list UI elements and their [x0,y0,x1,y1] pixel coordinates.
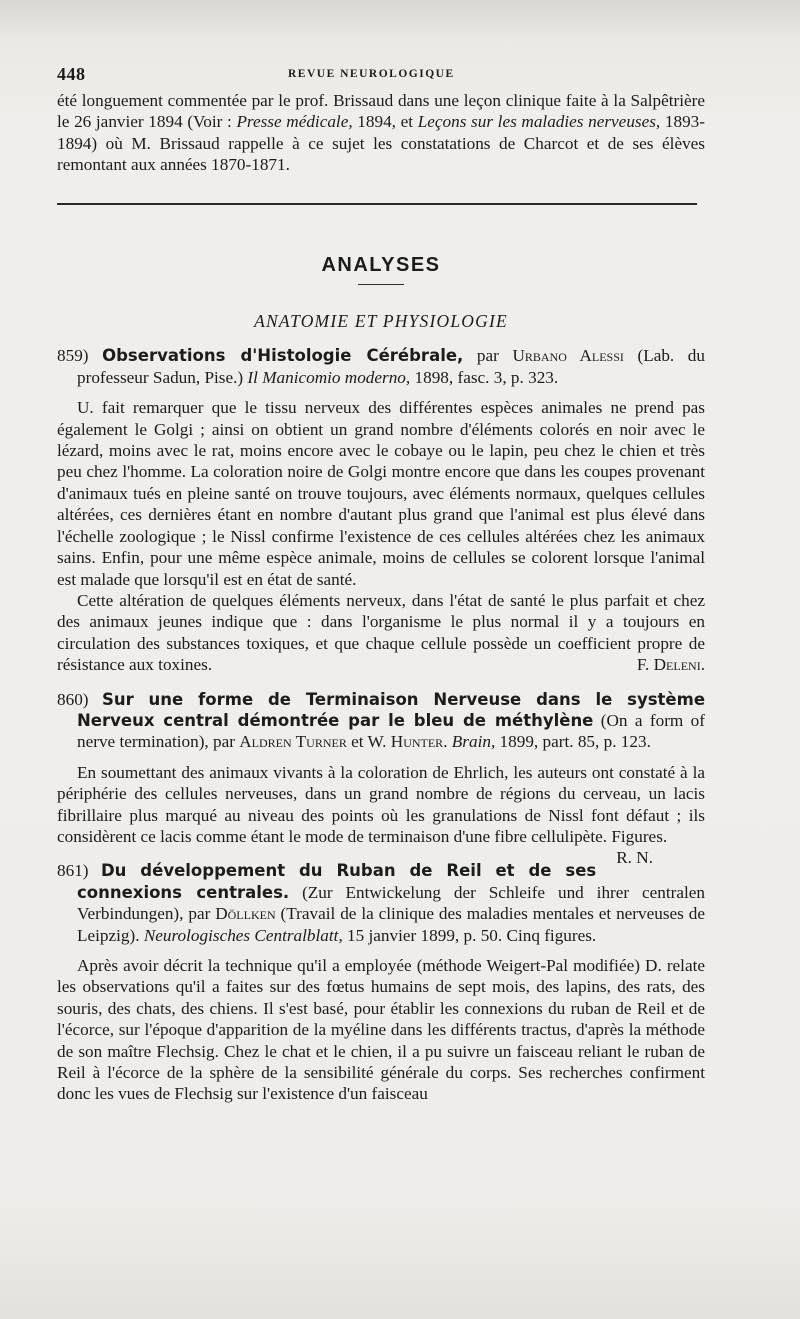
section-divider [57,203,697,205]
entry-859-body [57,397,705,675]
entry-title: Du développement du Ruban de Reil et de ses connexions centrales. [77,861,597,902]
entry-number: 861) [57,861,89,881]
title-underline [358,284,404,285]
entry-paragraph: En soumettant des animaux vivants à la coloration de Ehrlich, les auteurs ont constaté à la périphérie des cellules nerveuses, dans un grand nombre de régions du cerveau, un lacis fibrillaire plus marqué au niveau des points où les granulations de Nissl font défaut ; ils considèrent ce lacis comme étant le mode de terminaison d'une fibre cellulipète. Figures. R. N. [57,762,705,868]
entry-signature: F. Deleni. [636,655,705,675]
entry-860-heading: 860) Sur une forme de Terminaison Nerveuse dans le système Nerveux central démontrée par le bleu de méthylène (On a form of nerve termination), par Aldren Turner et W. Hunter. Brain, 1899, part. 85, p. 123. [57,689,706,752]
entry-title: Observations d'Histologie Cérébrale, [102,346,464,366]
entry-signature: R. N. [616,848,653,868]
entry-paragraph: U. fait remarquer que le tissu nerveux des différentes espèces animales ne prend pas également le Golgi ; ainsi on obtient un grand nombre d'éléments colorés en noir avec le lézard, moins avec le rat, moins encore avec le cobaye ou le lapin, peu chez le chien et très peu chez l'homme. La coloration noire de Golgi montre encore que dans les coupes provenant d'animaux tués en pleine santé on trouve toujours, avec éléments normaux, quelques cellules altérées, ces dernières étant en nombre d'autant plus grand que l'animal est plus élevé dans l'échelle zoologique ; le Nissl confirme l'existence de ces cellules altérées chez les animaux sains. Enfin, pour une même espèce animale, moins de cellules se colorent lorsque l'animal est malade que lorsqu'il est en état de santé. [57,398,705,589]
entry-859-heading: 859) Observations d'Histologie Cérébrale, par Urbano Alessi (Lab. du professeur Sadun, Pise.) Il Manicomio moderno, 1898, fasc. 3, p. 323. [57,346,705,387]
entry-number: 860) [57,689,89,709]
entry-journal: Il Manicomio moderno, [247,367,411,387]
intro-paragraph: été longuement commentée par le prof. Brissaud dans une leçon clinique faite à la Salpêtrière le 26 janvier 1894 (Voir : Presse médicale, 1894, et Leçons sur les maladies nerveuses, 1893-1894) où M. Brissaud rappelle à ce sujet les constatations de Charcot et de ses élèves remontant aux années 1870-1871. [57,91,705,175]
entry-861-heading: 861) Du développement du Ruban de Reil et de ses connexions centrales. (Zur Entwickelung der Schleife und ihrer centralen Verbindungen), par Döllken (Travail de la clinique des maladies mentales et nerveuses de Leipzig). Neurologisches Centralblatt, 15 janvier 1899, p. 50. Cinq figures. [57,861,705,945]
entry-title: Sur une forme de Terminaison Nerveuse dans le système Nerveux central démontrée par le bleu de méthylène [77,689,706,730]
running-header [57,64,705,90]
entry-author: Döllken [215,904,276,924]
journal-title: REVUE NEUROLOGIQUE [288,68,455,80]
entry-860-body [57,762,705,868]
entry-861-body [57,955,705,1105]
section-title: ANALYSES [321,253,441,276]
page-number: 448 [57,64,86,84]
entry-paragraph: Cette altération de quelques éléments nerveux, dans l'état de santé le plus parfait et chez des animaux jeunes indique que : dans l'organisme le plus normal il y a toujours en circulation des substances toxiques, et que chaque cellule possède un coefficient propre de résistance aux toxines. F. Deleni. [57,590,705,675]
entry-journal: Brain, [451,732,496,752]
entry-paragraph: Après avoir décrit la technique qu'il a employée (méthode Weigert-Pal modifiée) D. relate les observations qu'il a faites sur des fœtus humains de sept mois, des lapins, des rats, des souris, des chats, des chiens. Il s'est basé, pour établir les connexions du ruban de Reil et de l'écorce, sur l'époque d'apparition de la myéline dans les différents tractus, d'après la méthode de son maître Flechsig. Chez le chat et le chien, il a pu suivre un faisceau reliant le ruban de Reil à l'écorce de la sphère de la sensibilité générale du corps. Ses recherches confirment donc les vues de Flechsig sur l'existence d'un faisceau [57,956,705,1104]
text-column [57,64,705,1105]
subsection-title: ANATOMIE ET PHYSIOLOGIE [254,311,508,332]
entry-journal: Neurologisches Centralblatt, [143,925,343,945]
entry-author: Urbano Alessi [512,346,624,366]
entry-author: Aldren Turner [239,732,347,752]
entry-number: 859) [57,346,89,366]
entry-author: Hunter. [390,732,448,752]
